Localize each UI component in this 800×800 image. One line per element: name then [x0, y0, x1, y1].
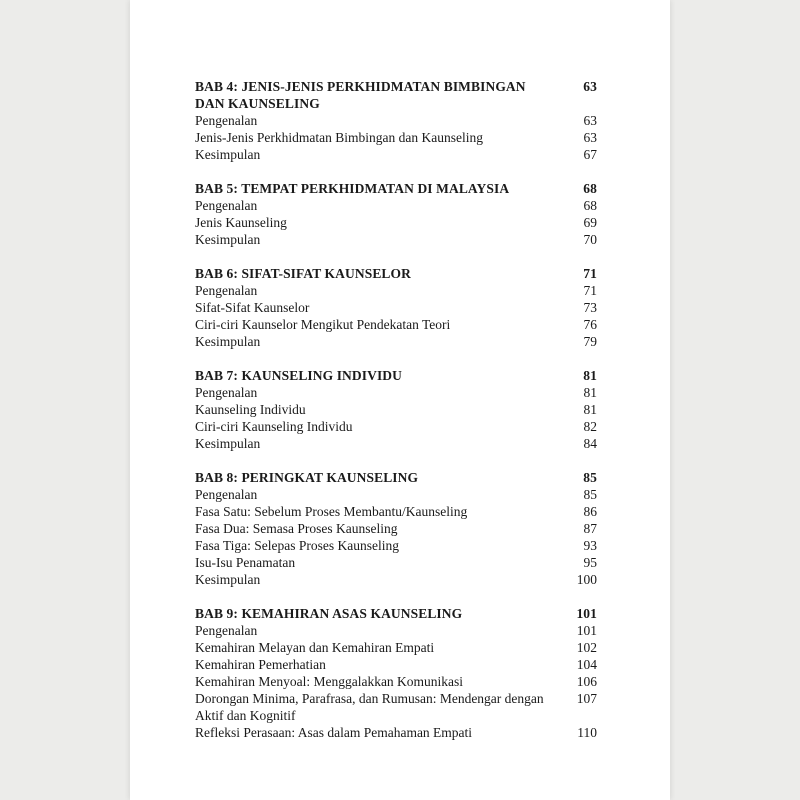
toc-entry	[195, 299, 597, 316]
toc-entry-title: Kemahiran Menyoal: Menggalakkan Komunikasi	[195, 674, 464, 689]
toc-entry-page-number: 93	[583, 538, 597, 553]
toc-entry-page-number: 68	[583, 198, 597, 213]
table-of-contents	[195, 78, 597, 758]
toc-entry-page-number: 106	[576, 674, 597, 689]
toc-entry	[195, 520, 597, 537]
chapter-title: BAB 4: JENIS-JENIS PERKHIDMATAN BIMBINGAN DAN KAUNSELING	[195, 79, 526, 111]
toc-entry	[195, 724, 597, 741]
toc-entry	[195, 316, 597, 333]
chapter-section	[195, 78, 597, 163]
toc-entry-title: Isu-Isu Penamatan	[195, 555, 296, 570]
toc-entry	[195, 690, 597, 724]
toc-entry-page-number: 100	[576, 572, 597, 587]
toc-entry-page-number: 101	[576, 623, 597, 638]
chapter-section	[195, 367, 597, 452]
toc-entry-title: Jenis-Jenis Perkhidmatan Bimbingan dan Kaunseling	[195, 130, 483, 145]
chapter-title: BAB 7: KAUNSELING INDIVIDU	[195, 368, 403, 383]
toc-entry	[195, 231, 597, 248]
toc-entry-page-number: 104	[576, 657, 597, 672]
chapter-heading	[195, 469, 597, 486]
chapter-title: BAB 6: SIFAT-SIFAT KAUNSELOR	[195, 266, 411, 281]
chapter-page-number: 101	[576, 606, 597, 621]
toc-entry	[195, 639, 597, 656]
toc-entry	[195, 146, 597, 163]
toc-entry-page-number: 71	[583, 283, 597, 298]
toc-entry-page-number: 69	[583, 215, 597, 230]
chapter-page-number: 63	[583, 79, 597, 94]
toc-entry	[195, 537, 597, 554]
toc-entry-page-number: 107	[576, 691, 597, 706]
toc-entry-page-number: 81	[583, 385, 597, 400]
chapter-section	[195, 469, 597, 588]
toc-entry-title: Pengenalan	[195, 198, 258, 213]
toc-entry-page-number: 67	[583, 147, 597, 162]
toc-entry-title: Kesimpulan	[195, 232, 261, 247]
toc-entry-title: Kesimpulan	[195, 572, 261, 587]
toc-entry-title: Fasa Dua: Semasa Proses Kaunseling	[195, 521, 398, 536]
toc-entry-title: Fasa Tiga: Selepas Proses Kaunseling	[195, 538, 399, 553]
toc-entry-page-number: 85	[583, 487, 597, 502]
toc-entry	[195, 503, 597, 520]
chapter-page-number: 81	[583, 368, 597, 383]
toc-entry	[195, 622, 597, 639]
toc-entry	[195, 384, 597, 401]
chapter-heading	[195, 367, 597, 384]
toc-entry-page-number: 84	[583, 436, 597, 451]
toc-entry-page-number: 81	[583, 402, 597, 417]
toc-entry	[195, 673, 597, 690]
toc-entry-title: Dorongan Minima, Parafrasa, dan Rumusan: Mendengar dengan Aktif dan Kognitif	[195, 691, 544, 723]
toc-entry	[195, 435, 597, 452]
chapter-heading	[195, 180, 597, 197]
toc-entry-title: Kesimpulan	[195, 436, 261, 451]
toc-entry-page-number: 82	[583, 419, 597, 434]
toc-entry-title: Kemahiran Melayan dan Kemahiran Empati	[195, 640, 435, 655]
toc-entry-title: Pengenalan	[195, 487, 258, 502]
toc-entry	[195, 656, 597, 673]
toc-entry-page-number: 70	[583, 232, 597, 247]
toc-entry-title: Ciri-ciri Kaunseling Individu	[195, 419, 353, 434]
toc-entry	[195, 214, 597, 231]
chapter-title: BAB 9: KEMAHIRAN ASAS KAUNSELING	[195, 606, 463, 621]
toc-entry	[195, 418, 597, 435]
toc-entry	[195, 112, 597, 129]
toc-entry-page-number: 95	[583, 555, 597, 570]
toc-entry-title: Refleksi Perasaan: Asas dalam Pemahaman Empati	[195, 725, 473, 740]
toc-entry-title: Kesimpulan	[195, 147, 261, 162]
chapter-section	[195, 180, 597, 248]
toc-entry-title: Pengenalan	[195, 283, 258, 298]
toc-entry-title: Pengenalan	[195, 385, 258, 400]
chapter-page-number: 68	[583, 181, 597, 196]
toc-entry-title: Sifat-Sifat Kaunselor	[195, 300, 310, 315]
toc-entry-title: Ciri-ciri Kaunselor Mengikut Pendekatan Teori	[195, 317, 451, 332]
toc-entry-page-number: 63	[583, 113, 597, 128]
toc-entry	[195, 571, 597, 588]
toc-entry-page-number: 86	[583, 504, 597, 519]
toc-entry-title: Kaunseling Individu	[195, 402, 306, 417]
chapter-section	[195, 605, 597, 741]
toc-entry-title: Kemahiran Pemerhatian	[195, 657, 326, 672]
toc-entry	[195, 333, 597, 350]
chapter-title: BAB 5: TEMPAT PERKHIDMATAN DI MALAYSIA	[195, 181, 510, 196]
toc-entry-page-number: 102	[576, 640, 597, 655]
toc-entry-page-number: 87	[583, 521, 597, 536]
toc-entry-page-number: 110	[577, 725, 597, 740]
toc-entry-title: Pengenalan	[195, 113, 258, 128]
toc-entry-title: Pengenalan	[195, 623, 258, 638]
chapter-page-number: 85	[583, 470, 597, 485]
toc-entry-title: Jenis Kaunseling	[195, 215, 287, 230]
chapter-heading	[195, 265, 597, 282]
toc-entry-page-number: 76	[583, 317, 597, 332]
toc-entry	[195, 282, 597, 299]
toc-entry-title: Kesimpulan	[195, 334, 261, 349]
toc-entry	[195, 197, 597, 214]
chapter-page-number: 71	[583, 266, 597, 281]
toc-entry-page-number: 73	[583, 300, 597, 315]
chapter-title: BAB 8: PERINGKAT KAUNSELING	[195, 470, 419, 485]
toc-entry-page-number: 63	[583, 130, 597, 145]
toc-entry	[195, 401, 597, 418]
toc-entry-title: Fasa Satu: Sebelum Proses Membantu/Kaunseling	[195, 504, 468, 519]
chapter-heading	[195, 605, 597, 622]
chapter-heading	[195, 78, 597, 112]
toc-entry-page-number: 79	[583, 334, 597, 349]
toc-entry	[195, 486, 597, 503]
toc-entry	[195, 129, 597, 146]
chapter-section	[195, 265, 597, 350]
toc-entry	[195, 554, 597, 571]
